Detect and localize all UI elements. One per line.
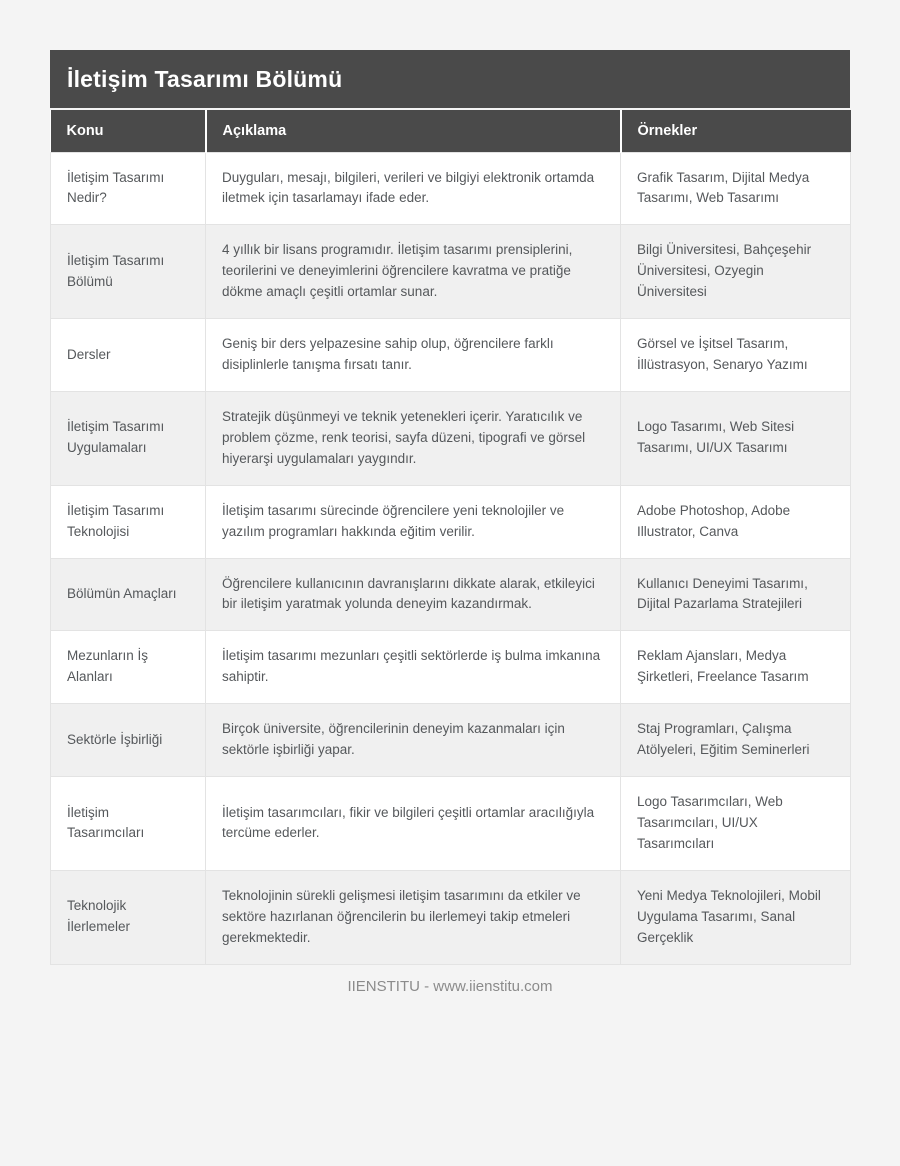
cell-ornekler: Yeni Medya Teknolojileri, Mobil Uygulama Tasarımı, Sanal Gerçeklik bbox=[621, 870, 851, 964]
page-title: İletişim Tasarımı Bölümü bbox=[50, 50, 850, 108]
table-row bbox=[51, 558, 851, 631]
table-row bbox=[51, 391, 851, 485]
cell-ornekler: Logo Tasarımı, Web Sitesi Tasarımı, UI/UX Tasarımı bbox=[621, 391, 851, 485]
cell-ornekler: Kullanıcı Deneyimi Tasarımı, Dijital Pazarlama Stratejileri bbox=[621, 558, 851, 631]
cell-ornekler: Bilgi Üniversitesi, Bahçeşehir Üniversitesi, Ozyegin Üniversitesi bbox=[621, 225, 851, 319]
cell-aciklama: İletişim tasarımcıları, fikir ve bilgileri çeşitli ortamlar aracılığıyla tercüme ederler. bbox=[206, 777, 621, 871]
content-card bbox=[50, 50, 850, 965]
cell-ornekler: Görsel ve İşitsel Tasarım, İllüstrasyon, Senaryo Yazımı bbox=[621, 319, 851, 392]
column-header-ornekler: Örnekler bbox=[621, 110, 851, 152]
cell-konu: İletişim Tasarımı Bölümü bbox=[51, 225, 206, 319]
cell-konu: Mezunların İş Alanları bbox=[51, 631, 206, 704]
table-row bbox=[51, 631, 851, 704]
cell-aciklama: 4 yıllık bir lisans programıdır. İletişim tasarımı prensiplerini, teorilerini ve deneyimlerini öğrencilere kavratma ve pratiğe dökme amaçlı çeşitli ortamlar sunar. bbox=[206, 225, 621, 319]
cell-aciklama: Öğrencilere kullanıcının davranışlarını dikkate alarak, etkileyici bir iletişim yaratmak yolunda deneyim kazandırmak. bbox=[206, 558, 621, 631]
table-row bbox=[51, 485, 851, 558]
cell-konu: Teknolojik İlerlemeler bbox=[51, 870, 206, 964]
cell-ornekler: Adobe Photoshop, Adobe Illustrator, Canva bbox=[621, 485, 851, 558]
department-table bbox=[50, 110, 851, 965]
cell-aciklama: Birçok üniversite, öğrencilerinin deneyim kazanmaları için sektörle işbirliği yapar. bbox=[206, 704, 621, 777]
cell-konu: İletişim Tasarımı Uygulamaları bbox=[51, 391, 206, 485]
cell-konu: İletişim Tasarımı Nedir? bbox=[51, 152, 206, 225]
cell-ornekler: Grafik Tasarım, Dijital Medya Tasarımı, Web Tasarımı bbox=[621, 152, 851, 225]
table-row bbox=[51, 152, 851, 225]
cell-aciklama: Stratejik düşünmeyi ve teknik yetenekleri içerir. Yaratıcılık ve problem çözme, renk teorisi, sayfa düzeni, tipografi ve görsel hiyerarşi uygulamaları yaygındır. bbox=[206, 391, 621, 485]
cell-ornekler: Reklam Ajansları, Medya Şirketleri, Freelance Tasarım bbox=[621, 631, 851, 704]
table-row bbox=[51, 870, 851, 964]
cell-aciklama: Geniş bir ders yelpazesine sahip olup, öğrencilere farklı disiplinlerle tanışma fırsatı tanır. bbox=[206, 319, 621, 392]
cell-konu: Bölümün Amaçları bbox=[51, 558, 206, 631]
cell-ornekler: Staj Programları, Çalışma Atölyeleri, Eğitim Seminerleri bbox=[621, 704, 851, 777]
cell-konu: İletişim Tasarımcıları bbox=[51, 777, 206, 871]
table-row bbox=[51, 704, 851, 777]
cell-aciklama: Duyguları, mesajı, bilgileri, verileri ve bilgiyi elektronik ortamda iletmek için tasarlamayı ifade eder. bbox=[206, 152, 621, 225]
column-header-aciklama: Açıklama bbox=[206, 110, 621, 152]
cell-ornekler: Logo Tasarımcıları, Web Tasarımcıları, UI/UX Tasarımcıları bbox=[621, 777, 851, 871]
footer-credit: IIENSTITU - www.iienstitu.com bbox=[347, 977, 553, 995]
cell-konu: Sektörle İşbirliği bbox=[51, 704, 206, 777]
cell-aciklama: Teknolojinin sürekli gelişmesi iletişim tasarımını da etkiler ve sektöre hazırlanan öğrencilerin bu ilerlemeyi takip etmeleri gerekmektedir. bbox=[206, 870, 621, 964]
table-body bbox=[51, 152, 851, 964]
table-header bbox=[51, 110, 851, 152]
cell-aciklama: İletişim tasarımı mezunları çeşitli sektörlerde iş bulma imkanına sahiptir. bbox=[206, 631, 621, 704]
table-header-row bbox=[51, 110, 851, 152]
table-row bbox=[51, 777, 851, 871]
cell-konu: İletişim Tasarımı Teknolojisi bbox=[51, 485, 206, 558]
cell-aciklama: İletişim tasarımı sürecinde öğrencilere yeni teknolojiler ve yazılım programları hakkında eğitim verilir. bbox=[206, 485, 621, 558]
column-header-konu: Konu bbox=[51, 110, 206, 152]
table-row bbox=[51, 225, 851, 319]
cell-konu: Dersler bbox=[51, 319, 206, 392]
table-row bbox=[51, 319, 851, 392]
